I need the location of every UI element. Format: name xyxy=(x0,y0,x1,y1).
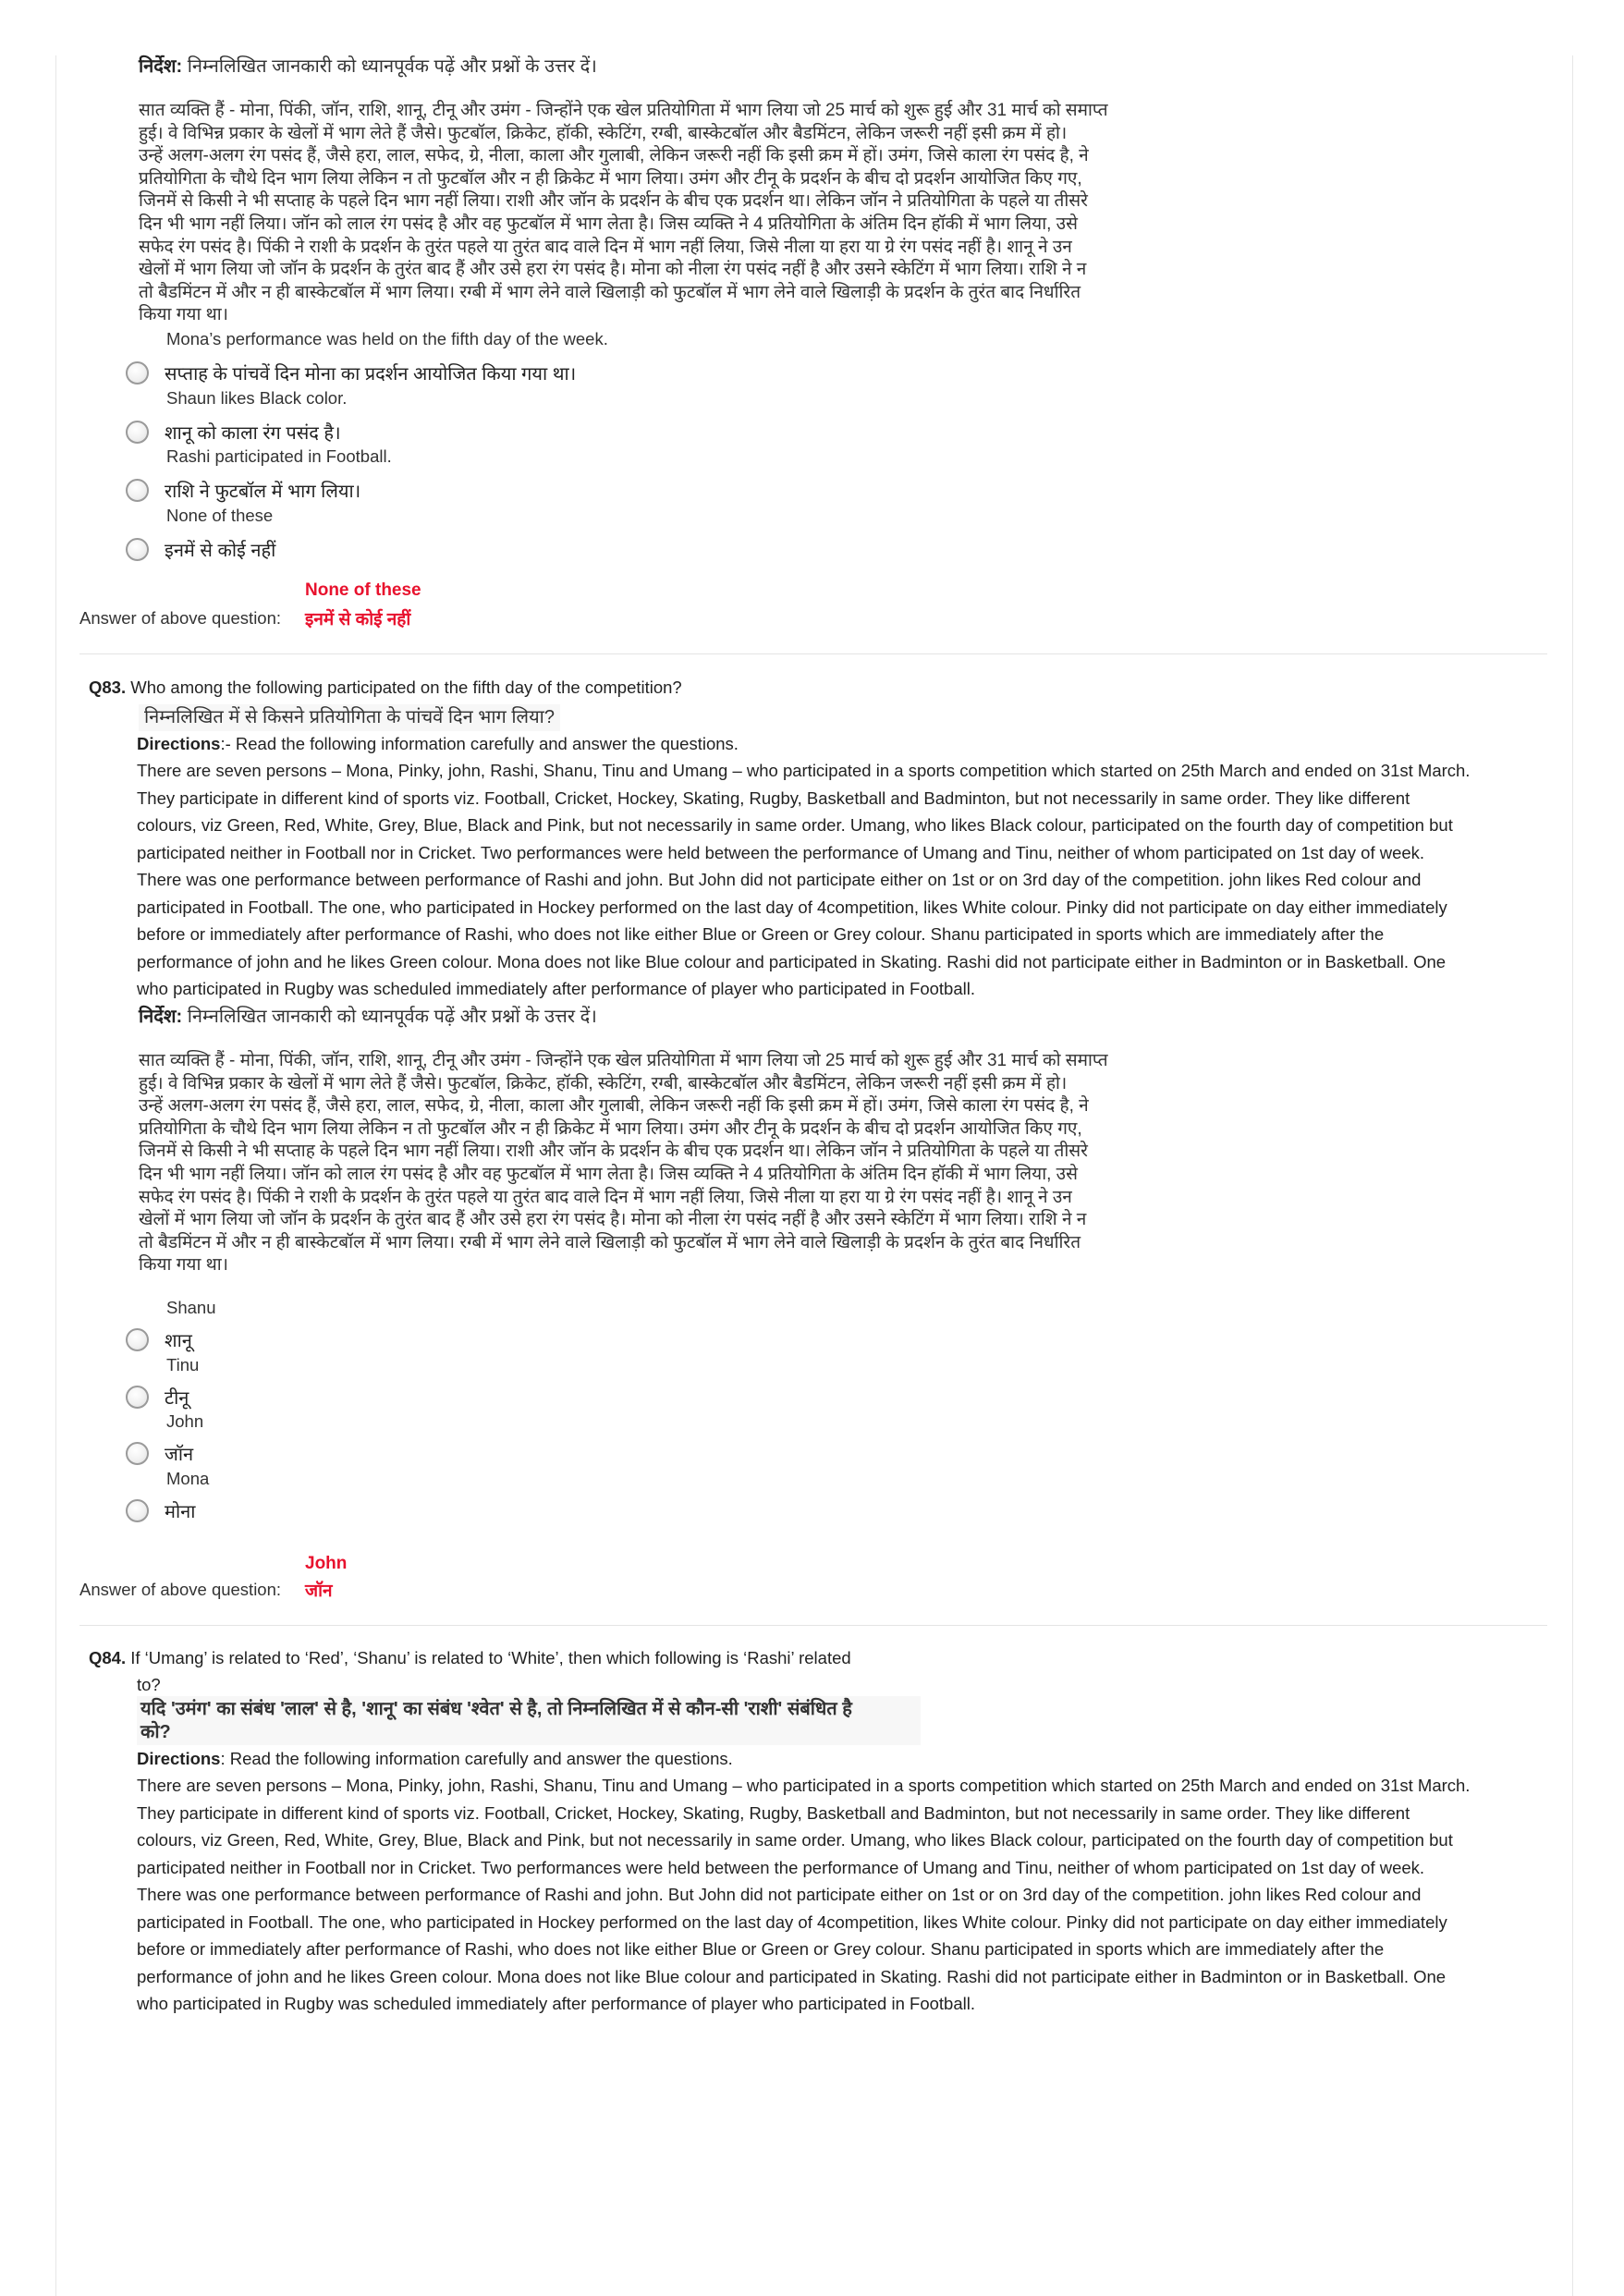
q83-option[interactable] xyxy=(126,1441,193,1466)
q82-option-hindi: राशि ने फुटबॉल में भाग लिया। xyxy=(165,482,361,502)
radio-button[interactable] xyxy=(126,1328,149,1351)
q83-passage-hindi-line: सफेद रंग पसंद है। पिंकी ने राशी के प्रदर्शन के तुरंत पहले या तुरंत बाद वाले दिन में भाग नहीं लिया, जिसे नीला या हरा या ग्रे रंग पसंद नहीं है। शानू ने उन xyxy=(139,1187,1072,1207)
q84-passage-line: participated neither in Football nor in Cricket. Two performances were held between the performance of Umang and Tinu, neither of whom participated on 1st day of week. xyxy=(137,1857,1425,1877)
q84-question-hindi-line1: यदि 'उमंग' का संबंध 'लाल' से है, 'शानू' का संबंध 'श्वेत' से है, तो निम्नलिखित में से कौन-सी 'राशी' संबंधित है xyxy=(140,1699,852,1719)
q82-option-english: Mona’s performance was held on the fifth day of the week. xyxy=(166,329,608,348)
q84-question-hindi-box xyxy=(137,1696,921,1745)
q82-answer-english: None of these xyxy=(305,580,421,600)
q82-passage-line: उन्हें अलग-अलग रंग पसंद हैं, जैसे हरा, लाल, सफेद, ग्रे, नीला, काला और गुलाबी, लेकिन जरूरी नहीं कि इसी क्रम में हों। उमंग, जिसे काला रंग पसंद है, ने xyxy=(139,146,1089,166)
directions-label: निर्देश: xyxy=(139,1007,183,1027)
q83-passage-english xyxy=(137,757,1560,1003)
directions-label: Directions xyxy=(137,734,221,753)
q83-passage-hindi-line: किया गया था। xyxy=(139,1255,228,1276)
q83-passage-hindi-line: जिनमें से किसी ने भी सप्ताह के पहले दिन भाग नहीं लिया। राशी और जॉन के प्रदर्शन के बीच एक प्रदर्शन था। लेकिन जॉन ने प्रतियोगिता के पहले या तीसरे xyxy=(139,1142,1088,1162)
q84-passage-line: They participate in different kind of sports viz. Football, Cricket, Hockey, Skating, Rugby, Basketball and Badminton, but not necessarily in same order. They like different xyxy=(137,1802,1410,1823)
q84-passage-line: There are seven persons – Mona, Pinky, john, Rashi, Shanu, Tinu and Umang – who participated in a sports competition which started on 25th March and ended on 31st March. xyxy=(137,1776,1471,1795)
q83-passage-hindi-line: प्रतियोगिता के चौथे दिन भाग लिया लेकिन न तो फुटबॉल और न ही क्रिकेट में भाग लिया। उमंग और टीनू के प्रदर्शन के बीच दो प्रदर्शन आयोजित किए गए, xyxy=(139,1118,1082,1139)
q83-passage-line: There are seven persons – Mona, Pinky, john, Rashi, Shanu, Tinu and Umang – who participated in a sports competition which started on 25th March and ended on 31st March. xyxy=(137,761,1471,780)
q84-passage-line: performance of john and he likes Green colour. Mona does not like Blue colour and participated in Skating. Rashi did not participate either in Badminton or in Basketball. One xyxy=(137,1966,1447,1986)
q83-answer-english: John xyxy=(305,1554,348,1573)
q83-question xyxy=(89,674,682,702)
q83-passage-hindi-line: तो बैडमिंटन में और न ही बास्केटबॉल में भाग लिया। रग्बी में भाग लेने वाले खिलाड़ी को फुटबॉल में भाग लेने वाले खिलाड़ी के प्रदर्शन के तुरंत बाद निर्धारित xyxy=(139,1232,1081,1252)
q83-option-hindi: शानू xyxy=(165,1331,192,1351)
q83-directions-hindi xyxy=(139,1006,597,1029)
directions-label: निर्देश: xyxy=(139,56,183,77)
q83-option-hindi: जॉन xyxy=(165,1445,194,1465)
radio-button[interactable] xyxy=(126,479,149,502)
directions-label: Directions xyxy=(137,1749,221,1768)
q83-question-english: Who among the following participated on the fifth day of the competition? xyxy=(130,678,682,697)
radio-button[interactable] xyxy=(126,1499,149,1522)
q82-option[interactable] xyxy=(126,537,275,562)
q83-option-english: Shanu xyxy=(166,1298,216,1317)
radio-button[interactable] xyxy=(126,538,149,561)
q82-option[interactable] xyxy=(126,478,360,503)
q83-option[interactable] xyxy=(126,1498,195,1523)
q82-passage-line: प्रतियोगिता के चौथे दिन भाग लिया लेकिन न तो फुटबॉल और न ही क्रिकेट में भाग लिया। उमंग और टीनू के प्रदर्शन के बीच दो प्रदर्शन आयोजित किए गए, xyxy=(139,168,1082,189)
q82-passage-hindi xyxy=(139,100,1155,327)
q83-passage-hindi-line: उन्हें अलग-अलग रंग पसंद हैं, जैसे हरा, लाल, सफेद, ग्रे, नीला, काला और गुलाबी, लेकिन जरूरी नहीं कि इसी क्रम में हों। उमंग, जिसे काला रंग पसंद है, ने xyxy=(139,1096,1089,1117)
q83-option-hindi: मोना xyxy=(165,1501,196,1522)
q84-directions xyxy=(137,1745,733,1773)
q84-question-hindi-line2: को? xyxy=(140,1721,171,1742)
q83-passage-line: There was one performance between performance of Rashi and john. But John did not participate either on 1st or on 3rd day of the competition. john likes Red colour and xyxy=(137,870,1422,889)
radio-button[interactable] xyxy=(126,1386,149,1409)
q84-passage-english xyxy=(137,1772,1560,2018)
q82-option-english: None of these xyxy=(166,505,274,525)
q83-passage-hindi-line: खेलों में भाग लिया जो जॉन के प्रदर्शन के तुरंत बाद हैं और उसे हरा रंग पसंद है। मोना को नीला रंग पसंद नहीं है और उसने स्केटिंग में भाग लिया। राशि ने न xyxy=(139,1210,1087,1230)
q84-passage-line: participated in Football. The one, who participated in Hockey performed on the last day of 4competition, likes White colour. Pinky did not participate on day either immediately xyxy=(137,1911,1447,1932)
q83-option-english: John xyxy=(166,1411,204,1431)
divider xyxy=(79,1625,1547,1626)
q83-answer-label: Answer of above question: xyxy=(79,1580,282,1599)
q82-passage-line: खेलों में भाग लिया जो जॉन के प्रदर्शन के तुरंत बाद हैं और उसे हरा रंग पसंद है। मोना को नीला रंग पसंद नहीं है और उसने स्केटिंग में भाग लिया। राशि ने न xyxy=(139,260,1087,280)
q82-option-english: Rashi participated in Football. xyxy=(166,446,392,466)
q83-option-hindi: टीनू xyxy=(165,1387,189,1409)
q84-question-english-line1: If ‘Umang’ is related to ‘Red’, ‘Shanu’ is related to ‘White’, then which following is ‘Rashi’ related xyxy=(130,1648,851,1667)
q82-option-hindi: सप्ताह के पांचवें दिन मोना का प्रदर्शन आयोजित किया गया था। xyxy=(165,364,577,385)
q82-option-english: Shaun likes Black color. xyxy=(166,387,348,408)
q83-option-english: Mona xyxy=(166,1468,210,1488)
q83-passage-line: They participate in different kind of sports viz. Football, Cricket, Hockey, Skating, Rugby, Basketball and Badminton, but not necessarily in same order. They like different xyxy=(137,788,1410,808)
q84-question-english-line2: to? xyxy=(137,1675,161,1694)
q83-passage-line: participated neither in Football nor in Cricket. Two performances were held between the performance of Umang and Tinu, neither of whom participated on 1st day of week. xyxy=(137,842,1425,862)
q84-number: Q84. xyxy=(89,1648,127,1667)
q83-passage-hindi xyxy=(139,1050,1155,1277)
q82-passage-line: तो बैडमिंटन में और न ही बास्केटबॉल में भाग लिया। रग्बी में भाग लेने वाले खिलाड़ी को फुटबॉल में भाग लेने वाले खिलाड़ी के प्रदर्शन के तुरंत बाद निर्धारित xyxy=(139,282,1081,302)
q83-passage-line: colours, viz Green, Red, White, Grey, Blue, Black and Pink, but not necessarily in same order. Umang, who likes Black colour, participated on the fourth day of competition but xyxy=(137,815,1453,835)
q84-passage-line: before or immediately after performance of Rashi, who does not like either Blue or Green or Grey colour. Shanu participated in sports which are immediately after the xyxy=(137,1939,1385,1959)
q83-passage-line: performance of john and he likes Green colour. Mona does not like Blue colour and participated in Skating. Rashi did not participate either in Badminton or in Basketball. One xyxy=(137,951,1447,971)
q83-passage-line: before or immediately after performance of Rashi, who does not like either Blue or Green or Grey colour. Shanu participated in sports which are immediately after the xyxy=(137,924,1385,944)
q83-passage-hindi-line: दिन भी भाग नहीं लिया। जॉन को लाल रंग पसंद है और वह फुटबॉल में भाग लेता है। जिस व्यक्ति ने 4 प्रतियोगिता के अंतिम दिन हॉकी में भाग लिया, उसे xyxy=(139,1164,1078,1184)
q83-option-english: Tinu xyxy=(166,1354,200,1374)
q82-option-hindi: इनमें से कोई नहीं xyxy=(165,540,276,561)
q82-option[interactable] xyxy=(126,420,341,445)
q82-option-hindi: शानू को काला रंग पसंद है। xyxy=(165,422,341,444)
radio-button[interactable] xyxy=(126,1442,149,1465)
q83-directions xyxy=(137,730,739,758)
q83-question-hindi-box xyxy=(139,704,560,731)
q82-passage-line: हुई। वे विभिन्न प्रकार के खेलों में भाग लेते हैं जैसे। फुटबॉल, क्रिकेट, हॉकी, स्केटिंग, रग्बी, बास्केटबॉल और बैडमिंटन, लेकिन जरूरी नहीं इसी क्रम में हो। xyxy=(139,123,1068,143)
q82-answer-label: Answer of above question: xyxy=(79,608,282,628)
q84-passage-line: who participated in Rugby was scheduled immediately after performance of player who participated in Football. xyxy=(137,1994,975,2013)
q83-passage-line: who participated in Rugby was scheduled immediately after performance of player who participated in Football. xyxy=(137,979,975,998)
q83-passage-hindi-line: सात व्यक्ति हैं - मोना, पिंकी, जॉन, राशि, शानू, टीनू और उमंग - जिन्होंने एक खेल प्रतियोगिता में भाग लिया जो 25 मार्च को शुरू हुई और 31 मार्च को समाप्त xyxy=(139,1051,1108,1070)
directions-text: : Read the following information carefully and answer the questions. xyxy=(220,1749,733,1768)
q83-question-hindi: निम्नलिखित में से किसने प्रतियोगिता के पांचवें दिन भाग लिया? xyxy=(144,707,555,727)
q82-passage-line: सात व्यक्ति हैं - मोना, पिंकी, जॉन, राशि, शानू, टीनू और उमंग - जिन्होंने एक खेल प्रतियोगिता में भाग लिया जो 25 मार्च को शुरू हुई और 31 मार्च को समाप्त xyxy=(139,101,1108,120)
q82-passage-line: सफेद रंग पसंद है। पिंकी ने राशी के प्रदर्शन के तुरंत पहले या तुरंत बाद वाले दिन में भाग नहीं लिया, जिसे नीला या हरा या ग्रे रंग पसंद नहीं है। शानू ने उन xyxy=(139,237,1072,257)
q83-passage-hindi-line: हुई। वे विभिन्न प्रकार के खेलों में भाग लेते हैं जैसे। फुटबॉल, क्रिकेट, हॉकी, स्केटिंग, रग्बी, बास्केटबॉल और बैडमिंटन, लेकिन जरूरी नहीं इसी क्रम में हो। xyxy=(139,1073,1068,1093)
q84-question xyxy=(89,1644,851,1672)
q83-option[interactable] xyxy=(126,1327,192,1352)
q83-option[interactable] xyxy=(126,1385,189,1410)
directions-text: :- Read the following information carefully and answer the questions. xyxy=(220,734,739,753)
radio-button[interactable] xyxy=(126,361,149,385)
divider xyxy=(79,653,1547,654)
q82-passage-line: दिन भी भाग नहीं लिया। जॉन को लाल रंग पसंद है और वह फुटबॉल में भाग लेता है। जिस व्यक्ति ने 4 प्रतियोगिता के अंतिम दिन हॉकी में भाग लिया, उसे xyxy=(139,214,1078,234)
q82-directions-hindi xyxy=(139,55,597,79)
q83-answer-hindi: जॉन xyxy=(305,1582,333,1601)
q83-passage-line: participated in Football. The one, who participated in Hockey performed on the last day of 4competition, likes White colour. Pinky did not participate on day either immediately xyxy=(137,897,1447,917)
q82-option[interactable] xyxy=(126,360,576,385)
directions-text: निम्नलिखित जानकारी को ध्यानपूर्वक पढ़ें और प्रश्नों के उत्तर दें। xyxy=(182,1007,597,1027)
directions-text: निम्नलिखित जानकारी को ध्यानपूर्वक पढ़ें और प्रश्नों के उत्तर दें। xyxy=(182,56,597,77)
q84-passage-line: colours, viz Green, Red, White, Grey, Blue, Black and Pink, but not necessarily in same order. Umang, who likes Black colour, participated on the fourth day of competition but xyxy=(137,1830,1453,1850)
radio-button[interactable] xyxy=(126,421,149,444)
q82-passage-line: जिनमें से किसी ने भी सप्ताह के पहले दिन भाग नहीं लिया। राशी और जॉन के प्रदर्शन के बीच एक प्रदर्शन था। लेकिन जॉन ने प्रतियोगिता के पहले या तीसरे xyxy=(139,191,1088,212)
q83-number: Q83. xyxy=(89,678,127,697)
q82-answer-hindi: इनमें से कोई नहीं xyxy=(305,610,411,629)
q84-passage-line: There was one performance between performance of Rashi and john. But John did not participate either on 1st or on 3rd day of the competition. john likes Red colour and xyxy=(137,1885,1422,1904)
q82-passage-line: किया गया था। xyxy=(139,305,228,325)
